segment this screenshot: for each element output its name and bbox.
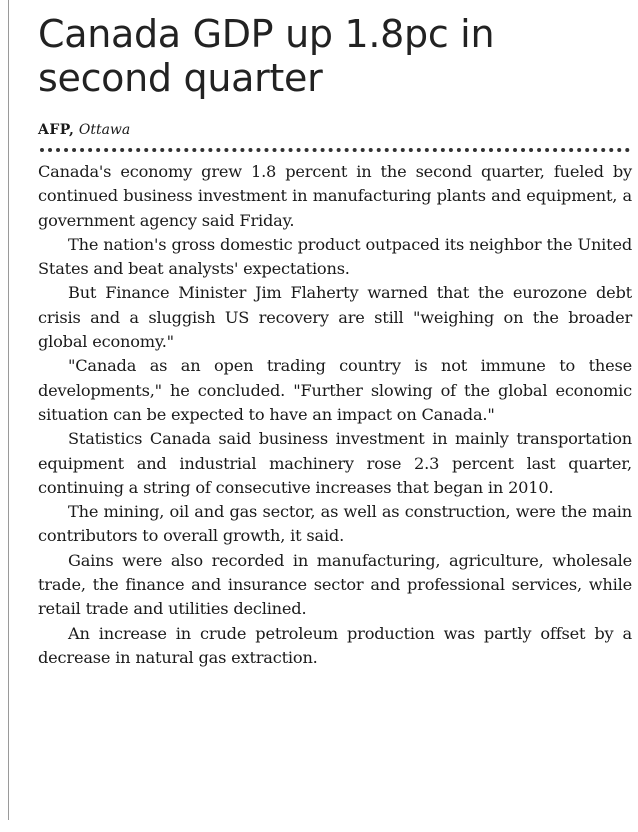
headline	[38, 12, 632, 100]
article-body	[38, 160, 632, 670]
headline-line-2: second quarter	[38, 56, 323, 100]
news-article	[38, 0, 632, 670]
byline	[38, 122, 632, 144]
column-divider	[8, 0, 9, 820]
byline-place: Ottawa	[78, 122, 131, 138]
paragraph: Statistics Canada said business investment in mainly transportation equipment and industrial machinery rose 2.3 percent last quarter, continuing a string of consecutive increases that began in 2010.	[38, 429, 632, 497]
byline-agency: AFP,	[38, 122, 75, 138]
paragraph: "Canada as an open trading country is not immune to these developments," he concluded. "Further slowing of the global economic situation can be expected to have an impact on Canada."	[38, 356, 632, 424]
paragraph: The nation's gross domestic product outpaced its neighbor the United States and beat analysts' expectations.	[38, 234, 632, 279]
paragraph: An increase in crude petroleum production was partly offset by a decrease in natural gas extraction.	[38, 623, 632, 667]
paragraph: But Finance Minister Jim Flaherty warned that the eurozone debt crisis and a sluggish US recovery are still "weighing on the broader global economy."	[38, 283, 632, 352]
headline-line-1: Canada GDP up 1.8pc in	[38, 12, 495, 56]
dotted-separator	[40, 148, 630, 152]
paragraph: Gains were also recorded in manufacturing, agriculture, wholesale trade, the finance and insurance sector and professional services, while retail trade and utilities declined.	[38, 550, 632, 619]
paragraph: The mining, oil and gas sector, as well as construction, were the main contributors to overall growth, it said.	[38, 502, 632, 546]
paragraph: Canada's economy grew 1.8 percent in the second quarter, fueled by continued business investment in manufacturing plants and equipment, a government agency said Friday.	[38, 162, 632, 230]
